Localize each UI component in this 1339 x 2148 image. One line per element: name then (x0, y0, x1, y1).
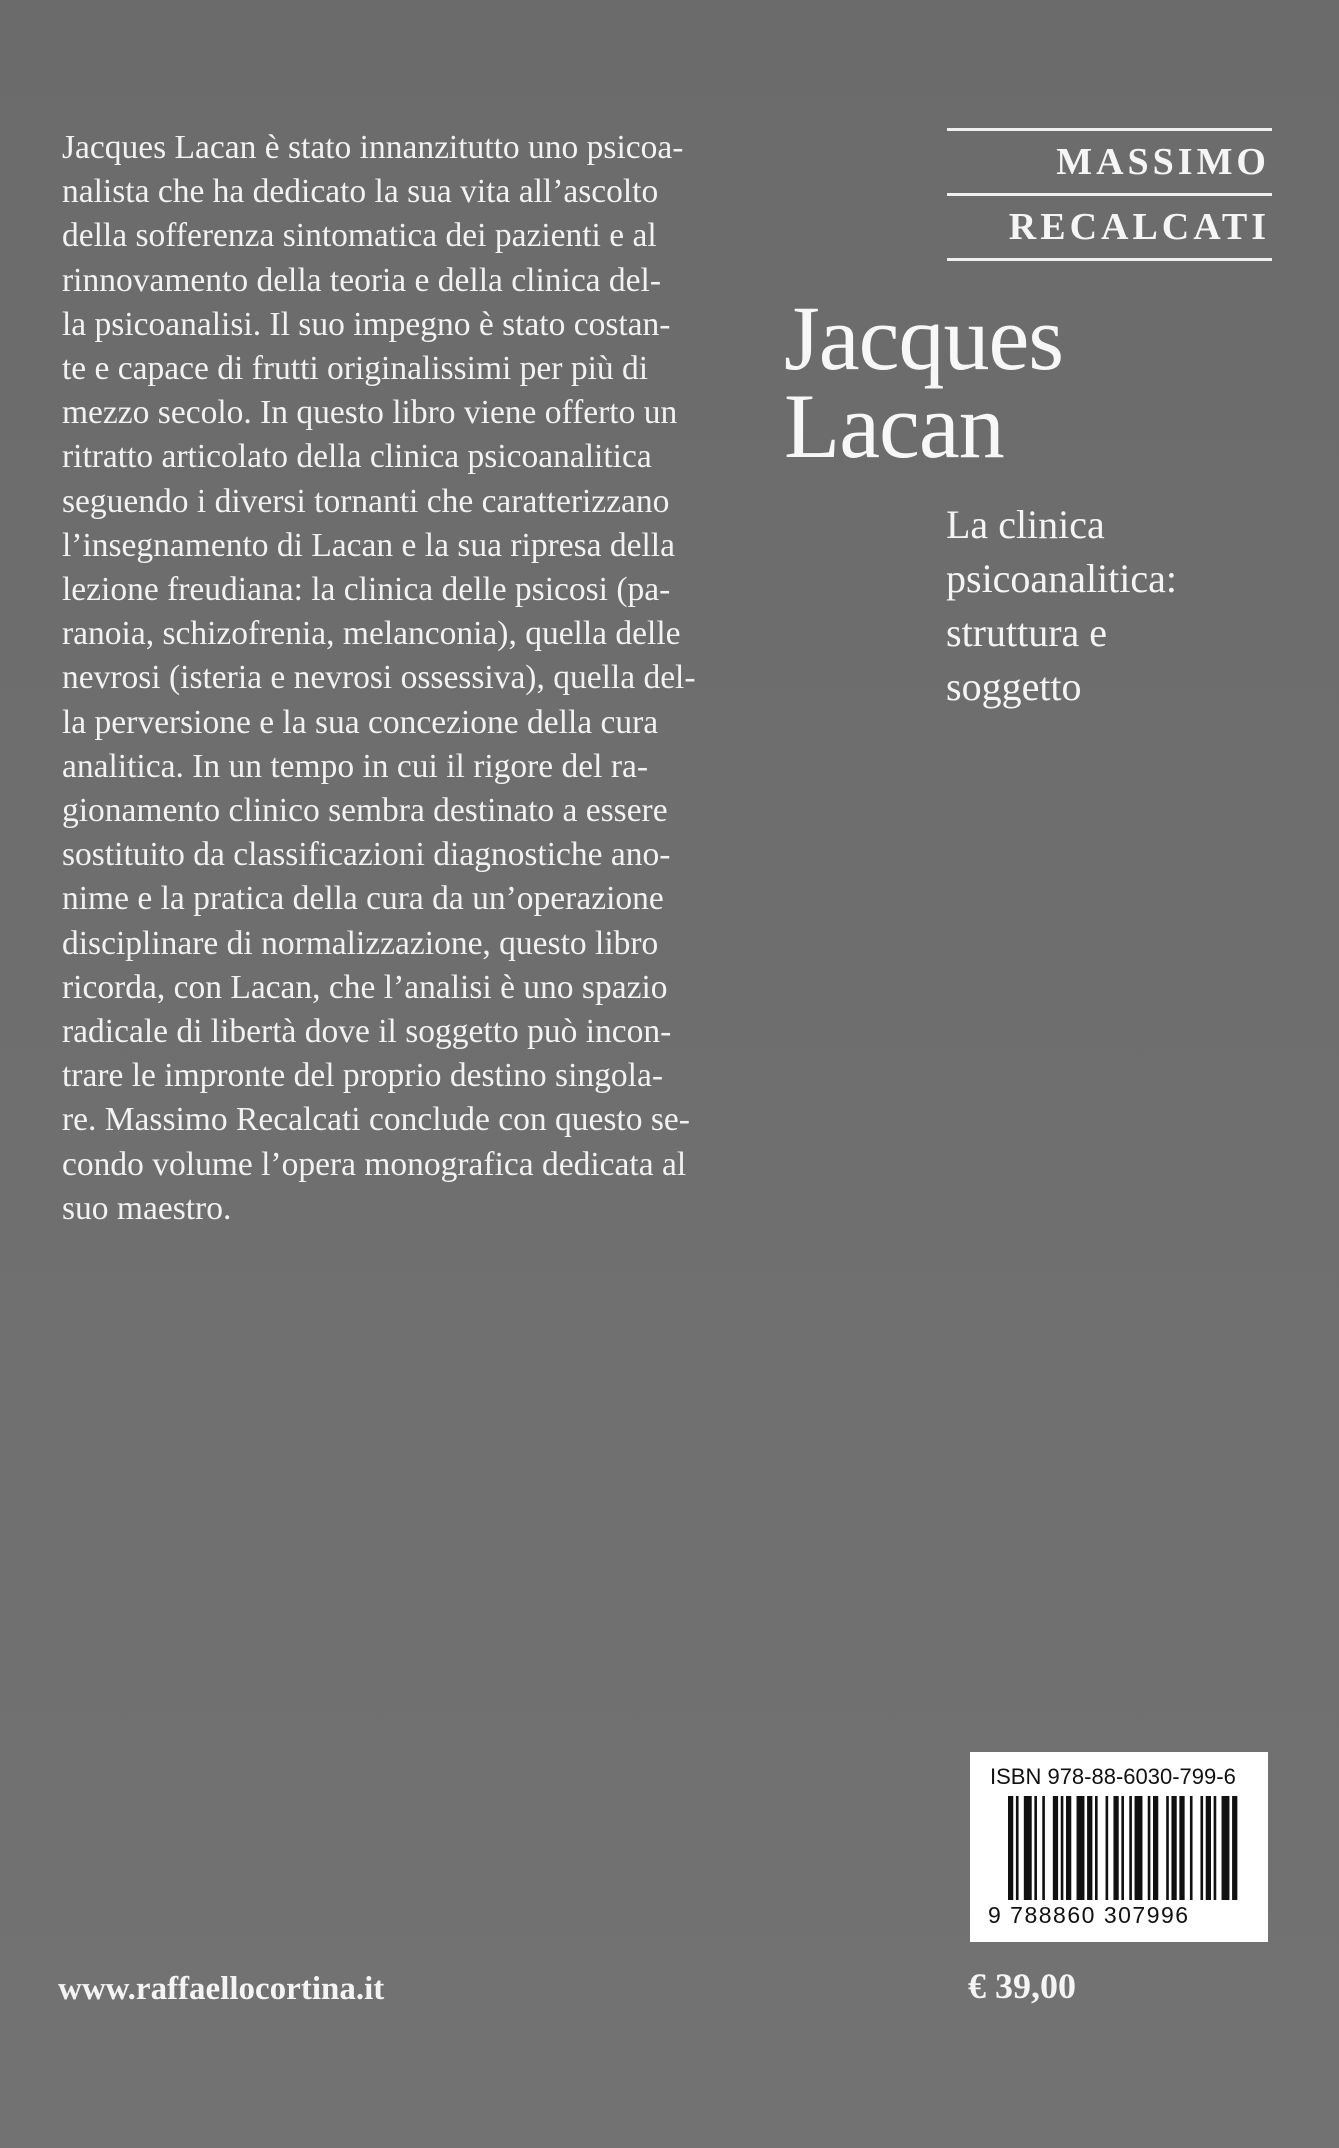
rule-divider (947, 258, 1272, 261)
barcode-bar (1200, 1796, 1203, 1900)
blurb-line: sostituito da classificazioni diagnostiche ano- (62, 836, 671, 874)
barcode-bar (1222, 1796, 1230, 1900)
book-subtitle (946, 498, 1177, 714)
author-first-name: MASSIMO (1056, 141, 1270, 183)
author-last-name: RECALCATI (1008, 206, 1270, 248)
barcode-bar (1179, 1796, 1184, 1900)
barcode-bar (1148, 1796, 1151, 1900)
barcode-bar (1113, 1796, 1118, 1900)
barcode-bar (1135, 1796, 1143, 1900)
isbn-barcode (970, 1752, 1268, 1942)
isbn-label: ISBN 978-88-6030-799-6 (990, 1764, 1236, 1789)
barcode-bar (1034, 1796, 1037, 1900)
barcode-bar (1053, 1796, 1058, 1900)
subtitle-line: La clinica (946, 502, 1105, 547)
barcode-bar (1232, 1796, 1237, 1900)
blurb-line: te e capace di frutti originalissimi per più di (62, 350, 649, 388)
barcode-bar (1166, 1796, 1169, 1900)
title-line: Lacan (784, 375, 1004, 477)
blurb-line: nevrosi (isteria e nevrosi ossessiva), quella del- (62, 659, 696, 697)
blurb-line: rinnovamento della teoria e della clinica del- (62, 261, 662, 299)
book-title (784, 287, 1064, 477)
barcode-bar (1206, 1796, 1211, 1900)
barcode-bar (1171, 1796, 1176, 1900)
blurb-line: disciplinare di normalizzazione, questo libro (62, 924, 659, 962)
blurb-line: nime e la pratica della cura da un’operazione (62, 880, 664, 918)
barcode-bar (1121, 1796, 1124, 1900)
blurb-line: l’insegnamento di Lacan e la sua ripresa della (62, 526, 675, 564)
barcode-bar (1087, 1796, 1092, 1900)
blurb-line: ranoia, schizofrenia, melanconia), quella delle (62, 615, 681, 653)
blurb-line: della sofferenza sintomatica dei pazienti e al (62, 217, 657, 255)
blurb-line: la perversione e la sua concezione della cura (62, 703, 659, 741)
blurb-line: condo volume l’opera monografica dedicata al (62, 1145, 687, 1183)
blurb-line: radicale di libertà dove il soggetto può incon- (62, 1013, 672, 1051)
cover-blurb (62, 126, 758, 1231)
barcode-bar (1153, 1796, 1158, 1900)
blurb-line: ritratto articolato della clinica psicoanalitica (62, 438, 652, 476)
blurb-line: nalista che ha dedicato la sua vita all’ascolto (62, 173, 659, 211)
blurb-line: suo maestro. (62, 1189, 232, 1227)
blurb-line: trare le impronte del proprio destino singola- (62, 1057, 663, 1095)
barcode-bar (1061, 1796, 1064, 1900)
barcode-bar (1095, 1796, 1098, 1900)
barcode-bar (1016, 1796, 1019, 1900)
subtitle-line: psicoanalitica: (946, 556, 1178, 601)
blurb-line: la psicoanalisi. Il suo impegno è stato costan- (62, 305, 671, 343)
barcode-bar (1190, 1796, 1193, 1900)
barcode-icon (1008, 1796, 1240, 1916)
title-line: Jacques (784, 287, 1064, 389)
barcode-bar (1077, 1796, 1085, 1900)
barcode-bars (1008, 1796, 1240, 1900)
barcode-bar (1129, 1796, 1132, 1900)
blurb-text (62, 126, 758, 1231)
barcode-bar (1024, 1796, 1032, 1900)
barcode-bar (1106, 1796, 1109, 1900)
blurb-line: ricorda, con Lacan, che l’analisi è uno spazio (62, 968, 668, 1006)
barcode-bar (1042, 1796, 1045, 1900)
author-block (947, 128, 1272, 261)
price-label: € 39,00 (968, 1966, 1076, 2006)
blurb-line: seguendo i diversi tornanti che caratterizzano (62, 482, 670, 520)
blurb-line: gionamento clinico sembra destinato a essere (62, 792, 668, 830)
barcode-bar (1008, 1796, 1013, 1900)
blurb-line: analitica. In un tempo in cui il rigore del ra- (62, 747, 649, 785)
blurb-line: re. Massimo Recalcati conclude con questo se- (62, 1101, 690, 1139)
barcode-bar (1066, 1796, 1071, 1900)
ean-digits: 9 788860 307996 (988, 1902, 1190, 1928)
subtitle-line: soggetto (946, 664, 1082, 709)
subtitle-line: struttura e (946, 610, 1108, 655)
blurb-line: lezione freudiana: la clinica delle psicosi (pa- (62, 571, 671, 609)
publisher-website: www.raffaellocortina.it (58, 1971, 385, 2007)
blurb-line: mezzo secolo. In questo libro viene offerto un (62, 394, 678, 432)
barcode-bar (1214, 1796, 1217, 1900)
blurb-line: Jacques Lacan è stato innanzitutto uno psicoa- (62, 129, 684, 166)
